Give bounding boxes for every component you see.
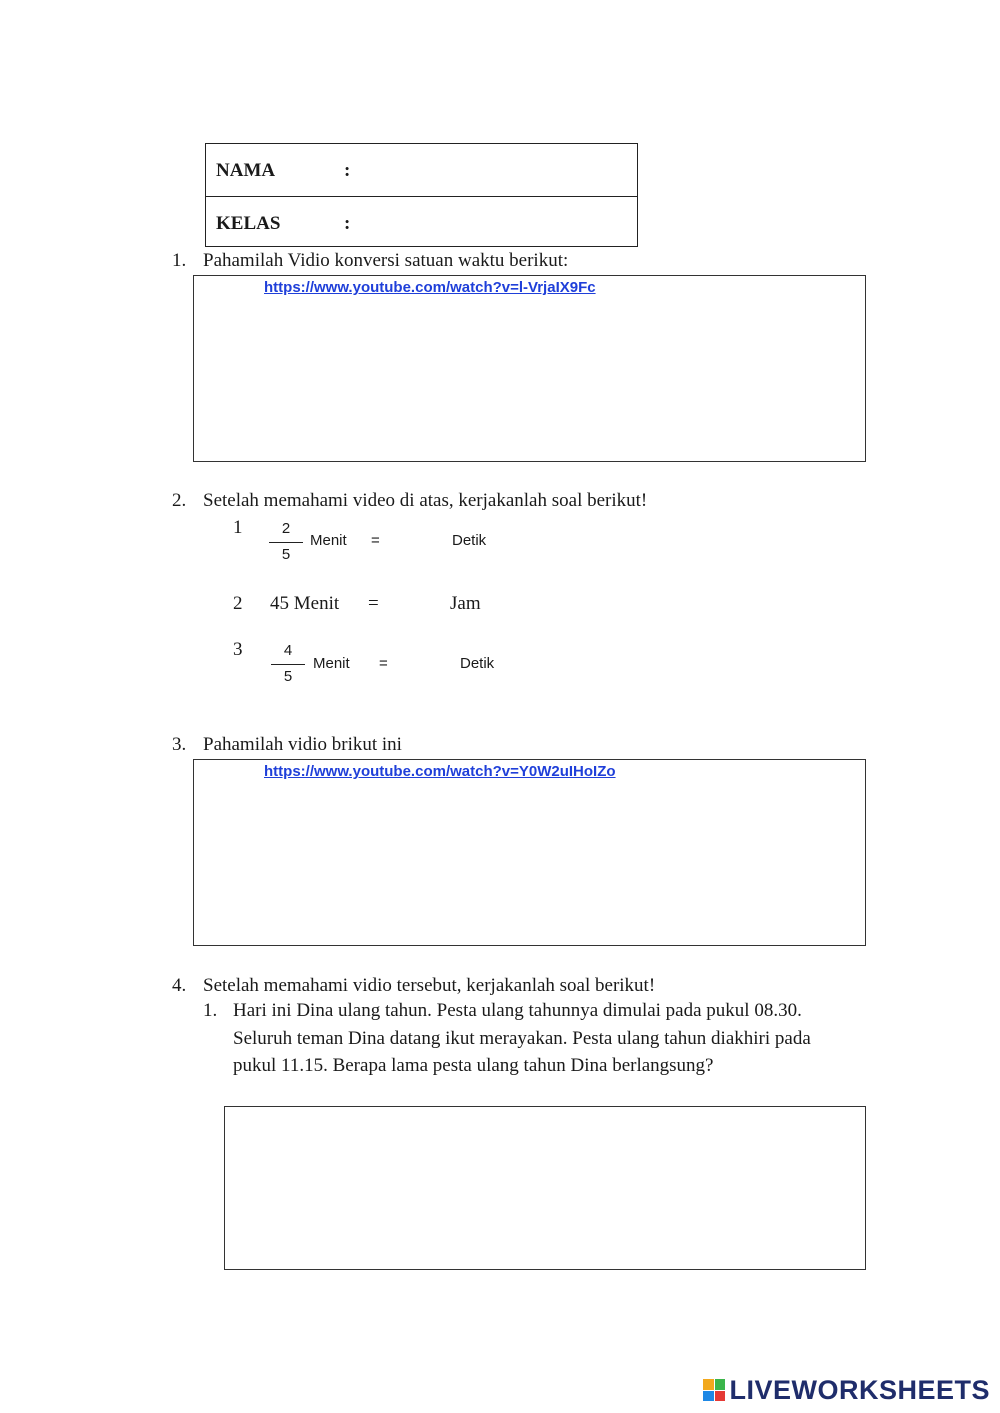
q1-text: Pahamilah Vidio konversi satuan waktu berikut: xyxy=(203,250,569,271)
q1-number: 1. xyxy=(172,250,187,271)
q2-item2-target: Jam xyxy=(450,593,481,614)
q4-answer-box[interactable] xyxy=(224,1106,866,1270)
name-row xyxy=(206,144,637,196)
q2-item3-number: 3 xyxy=(233,639,243,660)
q3-video-link[interactable]: https://www.youtube.com/watch?v=Y0W2uIHoIZo xyxy=(264,763,616,780)
q2-item2-equals: = xyxy=(368,593,379,614)
q4-sub-number: 1. xyxy=(203,1000,218,1021)
q3-number: 3. xyxy=(172,734,187,755)
q2-item3-unit: Menit xyxy=(313,655,350,672)
liveworksheets-brand xyxy=(703,1375,990,1405)
logo-square-2 xyxy=(715,1379,726,1390)
q2-item3-target: Detik xyxy=(460,655,495,672)
identity-table xyxy=(205,143,638,247)
liveworksheets-logo-icon xyxy=(703,1379,725,1401)
logo-square-1 xyxy=(703,1379,714,1390)
fraction-bar xyxy=(269,542,303,543)
q2-number: 2. xyxy=(172,490,187,511)
q1-video-link[interactable]: https://www.youtube.com/watch?v=l-VrjaIX9Fc xyxy=(264,279,596,296)
q2-text: Setelah memahami video di atas, kerjakanlah soal berikut! xyxy=(203,490,648,511)
q2-item1-target: Detik xyxy=(452,532,487,549)
name-colon: : xyxy=(344,160,351,181)
class-label: KELAS xyxy=(216,213,281,234)
name-label: NAMA xyxy=(216,160,276,181)
q3-video-box xyxy=(193,759,866,946)
q2-item1-denominator: 5 xyxy=(281,546,291,563)
q2-item1-equals: = xyxy=(371,532,380,549)
class-row xyxy=(206,196,637,249)
q2-item2-number: 2 xyxy=(233,593,243,614)
q2-item2-value: 45 Menit xyxy=(270,593,340,614)
q4-sub-line-3: pukul 11.15. Berapa lama pesta ulang tahun Dina berlangsung? xyxy=(233,1055,714,1076)
q3-text: Pahamilah vidio brikut ini xyxy=(203,734,402,755)
q2-item1-numerator: 2 xyxy=(281,520,291,537)
q4-text: Setelah memahami vidio tersebut, kerjakanlah soal berikut! xyxy=(203,975,656,996)
brand-text: LIVEWORKSHEETS xyxy=(729,1374,990,1405)
q2-item3-equals: = xyxy=(379,655,388,672)
class-colon: : xyxy=(344,213,351,234)
logo-square-4 xyxy=(715,1391,726,1402)
q1-video-box xyxy=(193,275,866,462)
q2-item1-unit: Menit xyxy=(310,532,347,549)
q4-number: 4. xyxy=(172,975,187,996)
q2-item3-denominator: 5 xyxy=(283,668,293,685)
q4-sub-line-2: Seluruh teman Dina datang ikut merayakan. Pesta ulang tahun diakhiri pada xyxy=(233,1028,811,1049)
q2-item1-number: 1 xyxy=(233,517,243,538)
logo-square-3 xyxy=(703,1391,714,1402)
q4-sub-line-1: Hari ini Dina ulang tahun. Pesta ulang tahunnya dimulai pada pukul 08.30. xyxy=(233,1000,802,1021)
fraction-bar xyxy=(271,664,305,665)
q2-item3-numerator: 4 xyxy=(283,642,293,659)
